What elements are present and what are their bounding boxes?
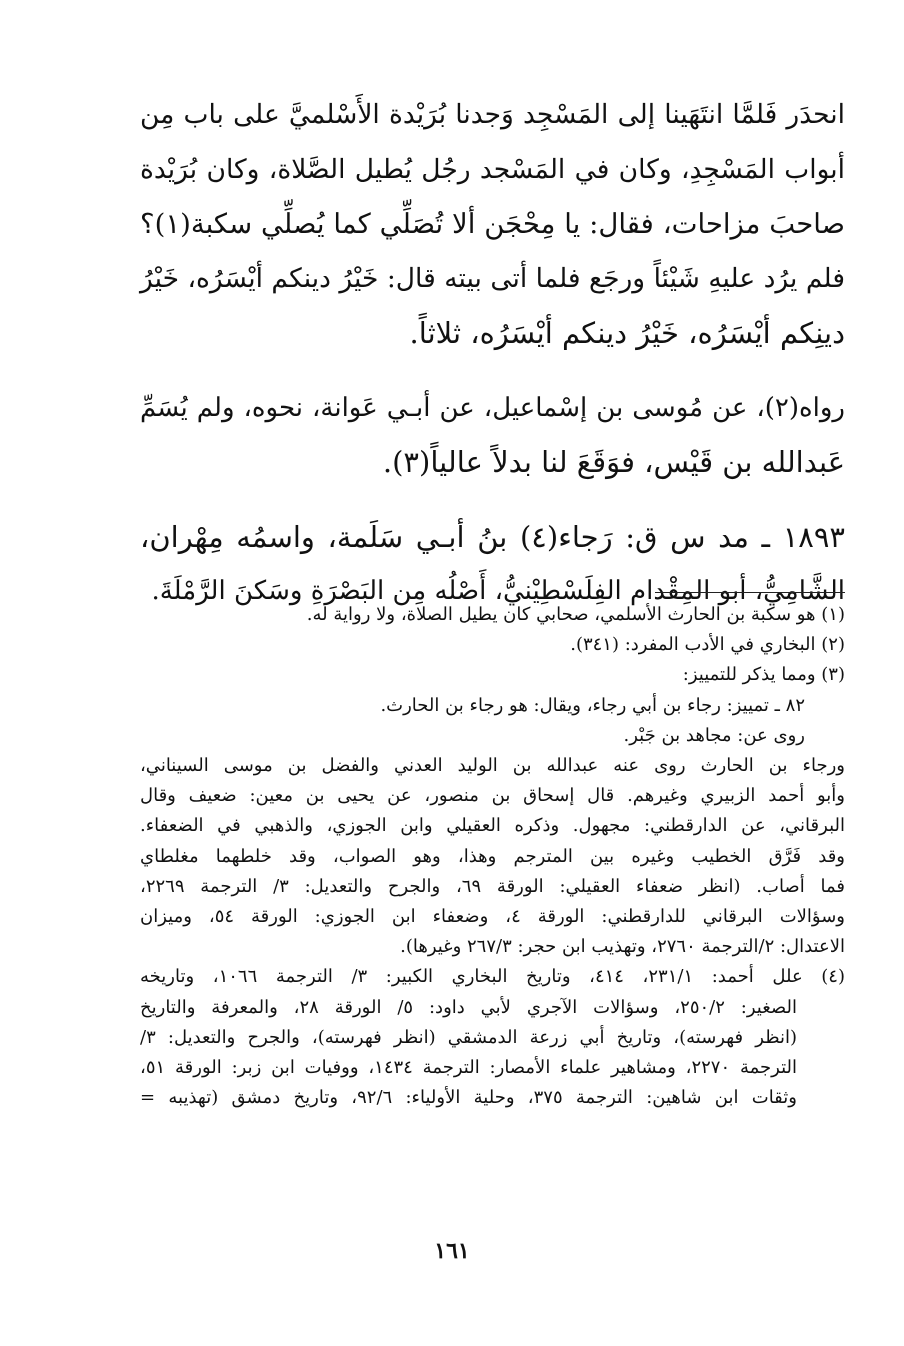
text-line: صاحبَ مزاحات، فقال: يا مِحْجَن ألا تُصَلِّي كما يُصلِّي سكبة(١)؟ [140,208,845,240]
footnote-3-line: البرقاني، عن الدارقطني: مجهول. وذكره العقيلي وابن الجوزي، والذهبي في الضعفاء. [140,815,845,837]
text-line: انحدَر فَلمَّا انتَهَينا إلى المَسْجِد وَجدنا بُرَيْدة الأَسْلميَّ على باب مِن [140,99,845,130]
footnote-1: (١) هو سكبة بن الحارث الأسلمي، صحابي كان يطيل الصلاة، ولا رواية له. [306,604,845,625]
footnote-3-line: وأبو أحمد الزبيري وغيرهم. قال إسحاق بن منصور، عن يحيى بن معين: ضعيف وقال [140,785,845,807]
text-line: ١٨٩٣ ـ مد س ق: رَجاء(٤) بنُ أبـي سَلَمة، واسمُه مِهْران، [140,519,845,554]
footnotes [140,600,845,1113]
footnote-3-entry: ٨٢ ـ تمييز: رجاء بن أبي رجاء، ويقال: هو رجاء بن الحارث. [380,694,805,716]
text-line: عَبدالله بن قَيْس، فوَقَعَ لنا بدلاً عالياً(٣). [382,445,845,479]
footnote-3-heading: (٣) ومما يذكر للتمييز: [682,664,845,686]
footnote-2: (٢) البخاري في الأدب المفرد: (٣٤١). [570,634,845,656]
footnote-3-line: وسؤالات البرقاني للدارقطني: الورقة ٤، وضعفاء ابن الجوزي: الورقة ٥٤، وميزان [140,906,845,928]
page-number: ١٦١ [434,1238,470,1264]
footnote-4-line: وثقات ابن شاهين: الترجمة ٣٧٥، وحلية الأولياء: ٩٢/٦، وتاريخ دمشق (تهذيبه = [140,1087,797,1109]
paragraph-1 [140,88,845,361]
paragraph-2 [140,381,845,490]
text-line: دينِكم أيْسَرُه، خَيْرُ دينكم أيْسَرُه، ثلاثاً. [409,316,845,350]
footnote-4-line: الصغير: ٢٥٠/٢، وسؤالات الآجري لأبي داود: ٥/ الورقة ٢٨، والمعرفة والتاريخ [140,996,798,1018]
text-line: فلم يرُد عليهِ شَيْئاً ورجَع فلما أتى بيته قال: خَيْرُ دينكم أيْسَرُه، خَيْرُ [140,262,845,294]
footnote-3-line: ورجاء بن الحارث روى عنه عبدالله بن الوليد العدني والفضل بن موسى السيناني، [140,755,845,777]
footnote-3-line: وقد فَرَّق الخطيب وغيره بين المترجم وهذا، وهو الصواب، وقد خلطهما مغلطاي [140,845,845,867]
footnote-3-line: فما أصاب. (انظر ضعفاء العقيلي: الورقة ٦٩، والجرح والتعديل: ٣/ الترجمة ٢٢٦٩، [140,875,845,897]
text-line: رواه(٢)، عن مُوسى بن إسْماعيل، عن أبـي عَوانة، نحوه، ولم يُسَمِّ [140,392,845,423]
footnote-divider [655,592,845,593]
footnote-3-entry: روى عن: مجاهد بن جَبْر. [623,724,805,746]
main-text [140,88,845,619]
footnote-4-line: (انظر فهرسته)، وتاريخ أبي زرعة الدمشقي (انظر فهرسته)، والجرح والتعديل: ٣/ [140,1026,797,1048]
text-line: أبواب المَسْجِدِ، وكان في المَسْجد رجُل يُطيل الصَّلاة، وكان بُرَيْدة [140,153,845,185]
footnote-3-line: الاعتدال: ٢/الترجمة ٢٧٦٠، وتهذيب ابن حجر: ٢٦٧/٣ وغيرها). [400,936,845,958]
footnote-4-line: الترجمة ٢٢٧٠، ومشاهير علماء الأمصار: الترجمة ١٤٣٤، ووفيات ابن زبر: الورقة ٥١، [140,1057,797,1079]
text-line: الشَّامِيُّ، أبو المِقْدام الفِلَسْطِيْنيُّ، أَصْلُه مِن البَصْرَةِ وسَكنَ الرَّمْلَةَ. [151,576,845,606]
footnote-4-line: (٤) علل أحمد: ٢٣١/١، ٤١٤، وتاريخ البخاري الكبير: ٣/ الترجمة ١٠٦٦، وتاريخه [140,966,845,988]
